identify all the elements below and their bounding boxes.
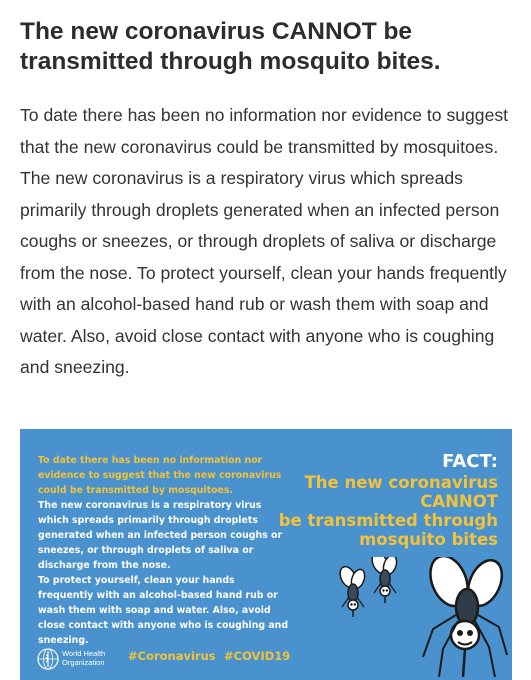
article-body: To date there has been no information nor evidence to suggest that the new coronavirus could be transmitted by mosquitoes. The new coronavirus is a respiratory virus which spreads primarily through droplets generated when an infected person coughs or sneezes, or through droplets of saliva or discharge from the nose. To protect yourself, clean your hands frequently with an alcohol-based hand rub or wash them with soap and water. Also, avoid close contact with anyone who is coughing and sneezing. [20,105,509,377]
mythbuster-infographic [20,429,512,680]
infographic-details: The new coronavirus is a respiratory virus which spreads primarily through droplets generated when an infected person coughs or sneezes, or through droplets of saliva or discharge from the nose. [38,500,283,571]
hashtag-covid19: #COVID19 [224,649,291,663]
small-mosquito-icon [337,564,367,617]
fact-line-1: The new coronavirus [304,473,498,492]
fact-line-3: be transmitted through [278,511,498,530]
fact-line-4: mosquito bites [359,530,498,549]
fact-block [279,451,498,549]
article-headline: The new coronavirus CANNOT be transmitted through mosquito bites. [20,18,441,75]
who-organization-name: World Health Organization [62,649,106,667]
large-mosquito-icon [423,557,508,677]
infographic-text-column [38,453,293,648]
infographic-advice: To protect yourself, clean your hands frequently with an alcohol-based hand rub or wash them with soap and water. Also, avoid close contact with anyone who is coughing and sneezing. [38,575,289,646]
who-emblem-icon [37,648,59,670]
small-mosquito-icon [369,557,399,603]
fact-line-2: CANNOT [420,492,498,511]
fact-label: FACT: [442,451,498,472]
infographic-intro: To date there has been no information nor evidence to suggest that the new coronavirus could be transmitted by mosquitoes. [38,455,282,496]
mosquito-illustration [320,557,512,680]
hashtag-coronavirus: #Coronavirus [128,649,216,663]
